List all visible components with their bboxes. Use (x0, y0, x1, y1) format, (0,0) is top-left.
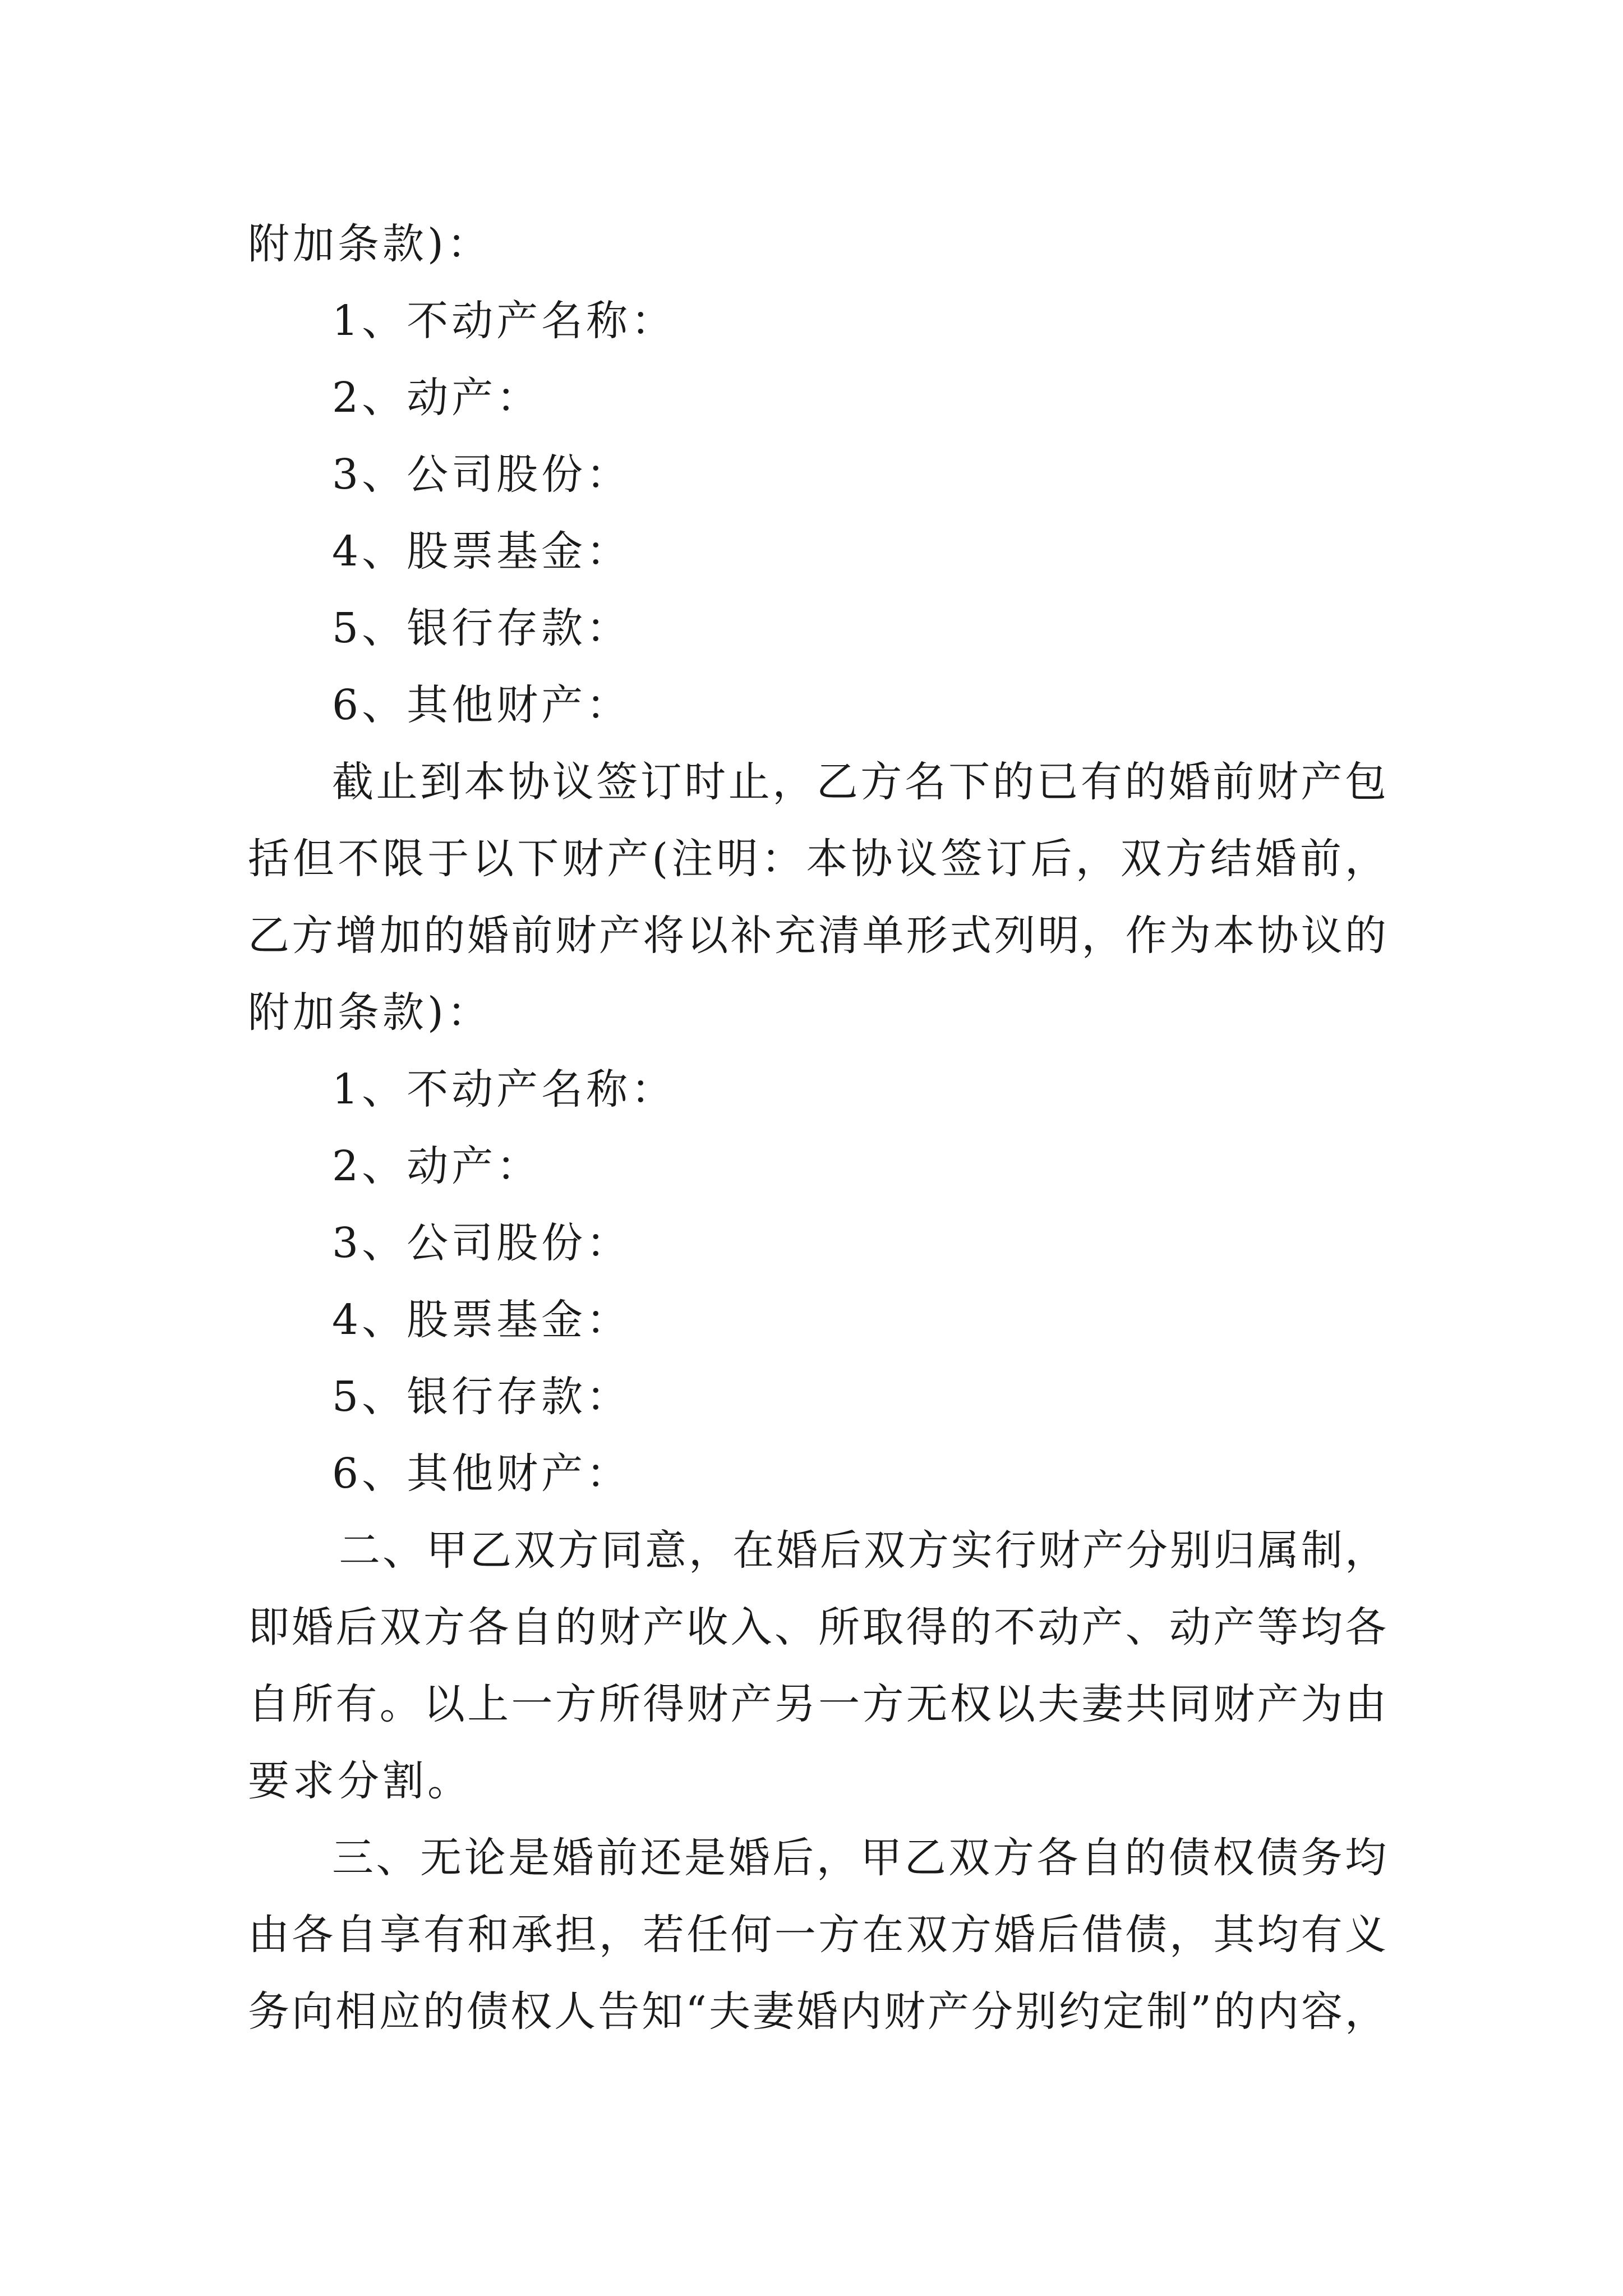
list-item: 4、股票基金： (332, 527, 631, 576)
text-line: 括但不限于以下财产(注明：本协议签订后，双方结婚前， (248, 835, 1386, 883)
text-line: 要求分割。 (248, 1757, 472, 1805)
text-line: 乙方增加的婚前财产将以补充清单形式列明，作为本协议的 (248, 912, 1386, 960)
list-item: 3、公司股份： (332, 1219, 631, 1267)
list-item: 1、不动产名称： (332, 1065, 676, 1114)
list-item: 1、不动产名称： (332, 297, 676, 345)
text-line: 截止到本协议签订时止，乙方名下的已有的婚前财产包 (332, 758, 1386, 806)
text-line: 务向相应的债权人告知“夫妻婚内财产分别约定制”的内容， (248, 1987, 1386, 2036)
text-line: 即婚后双方各自的财产收入、所取得的不动产、动产等均各 (248, 1603, 1386, 1651)
text-line: 附加条款)： (248, 220, 492, 268)
text-line: 附加条款)： (248, 988, 492, 1037)
text-line: 由各自享有和承担，若任何一方在双方婚后借债，其均有义 (248, 1911, 1386, 1959)
list-item: 3、公司股份： (332, 450, 631, 499)
text-line: 三、无论是婚前还是婚后，甲乙双方各自的债权债务均 (332, 1834, 1386, 1882)
text-line: 二、甲乙双方同意，在婚后双方实行财产分别归属制， (339, 1526, 1386, 1575)
list-item: 6、其他财产： (332, 681, 631, 729)
list-item: 2、动产： (332, 1142, 542, 1190)
text-line: 自所有。以上一方所得财产另一方无权以夫妻共同财产为由 (248, 1680, 1386, 1728)
list-item: 2、动产： (332, 374, 542, 422)
list-item: 5、银行存款： (332, 604, 631, 652)
list-item: 5、银行存款： (332, 1373, 631, 1421)
list-item: 6、其他财产： (332, 1450, 631, 1498)
list-item: 4、股票基金： (332, 1296, 631, 1344)
